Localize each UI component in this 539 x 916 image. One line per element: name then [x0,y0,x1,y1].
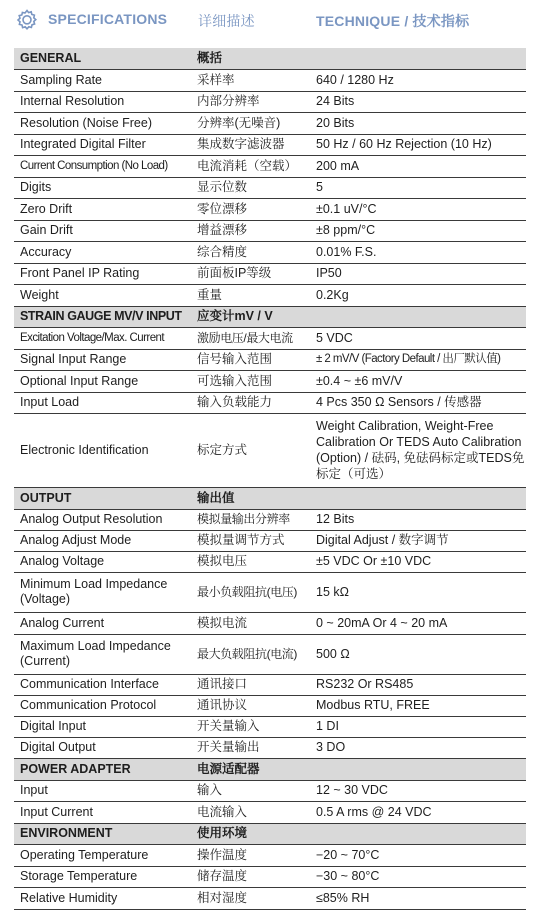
row-label: Internal Resolution [14,91,190,112]
spec-table [14,48,526,910]
row-value: 12 Bits [309,509,526,530]
row-value: 5 [309,177,526,198]
row-label: Gain Drift [14,220,190,241]
row-label-cn: 输入负载能力 [190,392,309,413]
table-row [14,241,526,263]
row-label-cn: 模拟电流 [190,612,309,634]
section-header-power-adapter [14,758,526,780]
row-label: Digital Input [14,716,190,737]
row-label-cn: 集成数字滤波器 [190,134,309,155]
row-value: −30 ~ 80°C [309,866,526,887]
row-value: 0.5 A rms @ 24 VDC [309,801,526,823]
row-label-cn: 采样率 [190,69,309,91]
row-value: 500 Ω [309,634,526,674]
row-label: Optional Input Range [14,370,190,392]
row-label: Input [14,780,190,801]
table-row [14,349,526,370]
row-label: Resolution (Noise Free) [14,112,190,134]
row-value: 12 ~ 30 VDC [309,780,526,801]
tab-specifications[interactable]: SPECIFICATIONS [48,11,168,27]
row-label: Analog Current [14,612,190,634]
tab-header [0,0,539,40]
row-value: 24 Bits [309,91,526,112]
row-label: Zero Drift [14,198,190,220]
table-row [14,263,526,284]
row-value: Modbus RTU, FREE [309,695,526,716]
row-label-cn: 通讯接口 [190,674,309,695]
table-row [14,177,526,198]
section-header-strain-gauge [14,306,526,327]
table-row [14,572,526,612]
row-label: Input Current [14,801,190,823]
table-row [14,220,526,241]
row-value: ± 2 mV/V (Factory Default / 出厂默认值) [309,349,526,370]
row-label-cn: 模拟量输出分辨率 [190,509,309,530]
row-label-cn: 模拟电压 [190,551,309,572]
table-row [14,91,526,112]
section-title-cn: 概括 [190,48,309,69]
table-row [14,695,526,716]
row-label-cn: 输入 [190,780,309,801]
row-value: 5 VDC [309,327,526,349]
table-row [14,134,526,155]
row-value: 640 / 1280 Hz [309,69,526,91]
table-row [14,674,526,695]
row-value: RS232 Or RS485 [309,674,526,695]
row-value: ±5 VDC Or ±10 VDC [309,551,526,572]
section-header-general [14,48,526,69]
row-label-cn: 操作温度 [190,844,309,866]
row-label: Excitation Voltage/Max. Current [14,327,190,349]
row-label: Electronic Identification [14,413,190,487]
table-row [14,866,526,887]
tab-technique[interactable]: TECHNIQUE / 技术指标 [316,13,470,29]
table-row [14,844,526,866]
gear-icon [15,8,39,32]
table-row [14,716,526,737]
row-value: ≤85% RH [309,887,526,909]
section-title: GENERAL [14,48,190,69]
row-label-cn: 模拟量调节方式 [190,530,309,551]
row-value: −20 ~ 70°C [309,844,526,866]
row-label-cn: 重量 [190,284,309,306]
section-title: POWER ADAPTER [14,758,190,780]
row-value: 0.01% F.S. [309,241,526,263]
row-label-cn: 信号输入范围 [190,349,309,370]
row-label: Current Consumption (No Load) [14,155,190,177]
row-label-cn: 显示位数 [190,177,309,198]
row-label: Communication Interface [14,674,190,695]
row-label: Analog Adjust Mode [14,530,190,551]
section-title-cn: 输出值 [190,487,309,509]
row-label: Integrated Digital Filter [14,134,190,155]
table-row [14,413,526,487]
row-label-cn: 零位漂移 [190,198,309,220]
row-label: Storage Temperature [14,866,190,887]
row-label: Digital Output [14,737,190,758]
table-row [14,284,526,306]
row-label-cn: 标定方式 [190,413,309,487]
row-label-cn: 电流消耗（空载） [190,155,309,177]
table-row [14,551,526,572]
section-title-cn: 电源适配器 [190,758,309,780]
row-value: 50 Hz / 60 Hz Rejection (10 Hz) [309,134,526,155]
section-title-cn: 使用环境 [190,823,309,844]
row-label-cn: 最大负载阻抗(电流) [190,634,309,674]
row-label-cn: 综合精度 [190,241,309,263]
row-value: ±0.4 ~ ±6 mV/V [309,370,526,392]
row-label: Minimum Load Impedance (Voltage) [14,572,190,612]
row-value: Weight Calibration, Weight-Free Calibration Or TEDS Auto Calibration (Option) / 砝码, 免砝码标定或TEDS免标定（可选） [309,413,526,487]
section-title: ENVIRONMENT [14,823,190,844]
row-value: 0.2Kg [309,284,526,306]
row-label-cn: 开关量输入 [190,716,309,737]
section-title: OUTPUT [14,487,190,509]
row-label: Front Panel IP Rating [14,263,190,284]
row-label: Accuracy [14,241,190,263]
table-row [14,634,526,674]
table-row [14,887,526,909]
table-row [14,392,526,413]
tab-details[interactable]: 详细描述 [198,13,255,29]
table-row [14,69,526,91]
section-title: STRAIN GAUGE MV/V INPUT [14,306,190,327]
row-value: 200 mA [309,155,526,177]
row-label-cn: 分辨率(无噪音) [190,112,309,134]
row-label-cn: 开关量输出 [190,737,309,758]
row-label: Digits [14,177,190,198]
row-value: Digital Adjust / 数字调节 [309,530,526,551]
row-value: 3 DO [309,737,526,758]
section-title-cn: 应变计mV / V [190,306,309,327]
row-label-cn: 前面板IP等级 [190,263,309,284]
row-label: Analog Output Resolution [14,509,190,530]
row-label-cn: 可选输入范围 [190,370,309,392]
row-label: Weight [14,284,190,306]
row-label: Input Load [14,392,190,413]
row-label: Communication Protocol [14,695,190,716]
row-label: Signal Input Range [14,349,190,370]
table-row [14,198,526,220]
table-row [14,612,526,634]
row-value: 20 Bits [309,112,526,134]
row-label-cn: 电流输入 [190,801,309,823]
table-row [14,801,526,823]
row-label-cn: 激励电压/最大电流 [190,327,309,349]
row-value: ±0.1 uV/°C [309,198,526,220]
table-row [14,370,526,392]
row-label: Operating Temperature [14,844,190,866]
table-row [14,327,526,349]
row-value: 15 kΩ [309,572,526,612]
table-row [14,112,526,134]
row-value: 1 DI [309,716,526,737]
row-label-cn: 增益漂移 [190,220,309,241]
table-row [14,530,526,551]
row-label: Analog Voltage [14,551,190,572]
row-value: ±8 ppm/°C [309,220,526,241]
row-label: Relative Humidity [14,887,190,909]
table-row [14,780,526,801]
row-value: 4 Pcs 350 Ω Sensors / 传感器 [309,392,526,413]
row-label: Sampling Rate [14,69,190,91]
section-header-environment [14,823,526,844]
row-label-cn: 相对湿度 [190,887,309,909]
row-label-cn: 内部分辨率 [190,91,309,112]
row-label-cn: 最小负载阻抗(电压) [190,572,309,612]
section-header-output [14,487,526,509]
row-label-cn: 通讯协议 [190,695,309,716]
row-value: 0 ~ 20mA Or 4 ~ 20 mA [309,612,526,634]
table-row [14,737,526,758]
row-value: IP50 [309,263,526,284]
table-row [14,509,526,530]
row-label: Maximum Load Impedance (Current) [14,634,190,674]
row-label-cn: 储存温度 [190,866,309,887]
table-row [14,155,526,177]
